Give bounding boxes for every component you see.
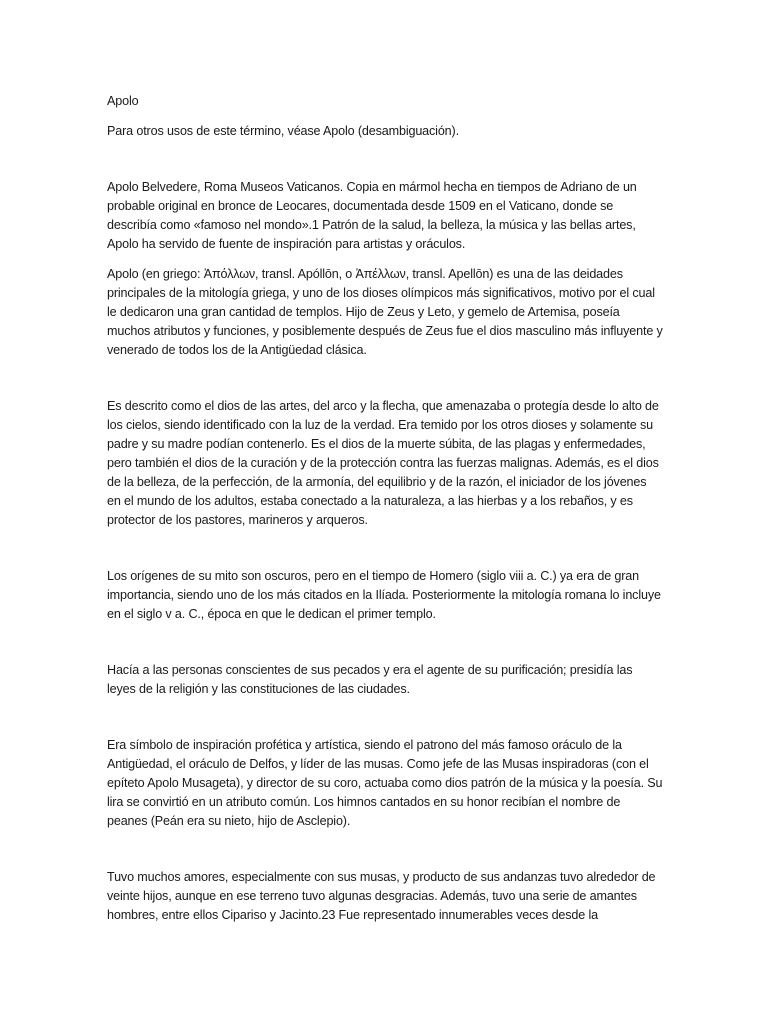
- image-caption-paragraph: Apolo Belvedere, Roma Museos Vaticanos. Copia en mármol hecha en tiempos de Adriano de un probable original en bronce de Leocares, documentada desde 1509 en el Vaticano, donde se describía como «famoso nel mondo».1 Patrón de la salud, la belleza, la música y las bellas artes, Apolo ha servido de fuente de inspiración para artistas y oráculos.: [107, 180, 637, 251]
- inspiration-paragraph: Era símbolo de inspiración profética y artística, siendo el patrono del más famoso oráculo de la Antigüedad, el oráculo de Delfos, y líder de las musas. Como jefe de las Musas inspiradoras (con el epíteto Apolo Musageta), y director de su coro, actuaba como dios patrón de la música y la poesía. Su lira se convirtió en un atributo común. Los himnos cantados en su honor recibían el nombre de peanes (Peán era su nieto, hijo de Asclepio).: [107, 738, 663, 828]
- description-paragraph: Es descrito como el dios de las artes, del arco y la flecha, que amenazaba o protegía desde lo alto de los cielos, siendo identificado con la luz de la verdad. Era temido por los otros dioses y solamente su padre y su madre podían contenerlo. Es el dios de la muerte súbita, de las plagas y enfermedades, pero también el dios de la curación y de la protección contra las fuerzas malignas. Además, es el dios de la belleza, de la perfección, de la armonía, del equilibrio y de la razón, el iniciador de los jóvenes en el mundo de los adultos, estaba conectado a la naturaleza, a las hierbas y a los rebaños, y es protector de los pastores, marineros y arqueros.: [107, 399, 659, 527]
- origins-paragraph: Los orígenes de su mito son oscuros, pero en el tiempo de Homero (siglo viii a. C.) ya era de gran importancia, siendo uno de los más citados en la Ilíada. Posteriormente la mitología romana lo incluye en el siglo v a. C., época en que le dedican el primer templo.: [107, 569, 661, 621]
- disambiguation-note: Para otros usos de este término, véase Apolo (desambiguación).: [107, 124, 459, 138]
- document-title: Apolo: [107, 94, 139, 108]
- loves-paragraph: Tuvo muchos amores, especialmente con sus musas, y producto de sus andanzas tuvo alrededor de veinte hijos, aunque en ese terreno tuvo algunas desgracias. Además, tuvo una serie de amantes hombres, entre ellos Cipariso y Jacinto.23 Fue representado innumerables veces desde la: [107, 870, 656, 922]
- intro-paragraph: Apolo (en griego: Ἀπόλλων, transl. Apóllōn, o Ἀπέλλων, transl. Apellōn) es una de las deidades principales de la mitología griega, y uno de los dioses olímpicos más significativos, motivo por el cual le dedicaron una gran cantidad de templos. Hijo de Zeus y Leto, y gemelo de Artemisa, poseía muchos atributos y funciones, y posiblemente después de Zeus fue el dios masculino más influyente y venerado de todos los de la Antigüedad clásica.: [107, 267, 663, 357]
- purification-paragraph: Hacía a las personas conscientes de sus pecados y era el agente de su purificación; presidía las leyes de la religión y las constituciones de las ciudades.: [107, 663, 633, 696]
- document-body: [107, 92, 663, 925]
